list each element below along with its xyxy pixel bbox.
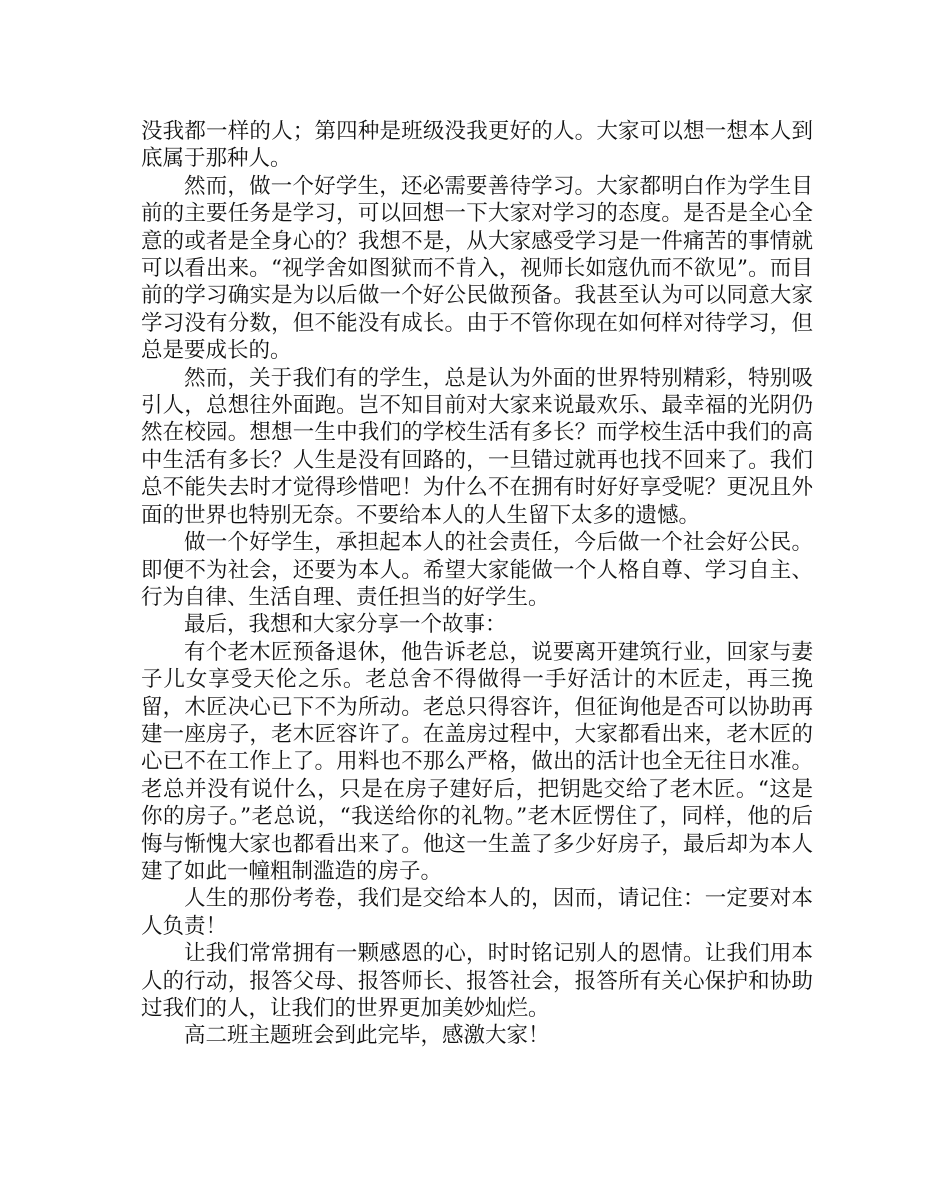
paragraph-6: 有个老木匠预备退休，他告诉老总，说要离开建筑行业，回家与妻子儿女享受天伦之乐。老总舍不得做得一手好活计的木匠走，再三挽留，木匠决心已下不为所动。老总只得容许，但征询他是否可以协助再建一座房子，老木匠容许了。在盖房过程中，大家都看出来，老木匠的心已不在工作上了。用料也不那么严格，做出的活计也全无往日水准。老总并没有说什么，只是在房子建好后，把钥匙交给了老木匠。“这是你的房子。”老总说，“我送给你的礼物。”老木匠愣住了，同样，他的后悔与惭愧大家也都看出来了。他这一生盖了多少好房子，最后却为本人建了如此一幢粗制滥造的房子。 xyxy=(141,639,813,884)
paragraph-8: 让我们常常拥有一颗感恩的心，时时铭记别人的恩情。让我们用本人的行动，报答父母、报答师长、报答社会，报答所有关心保护和协助过我们的人，让我们的世界更加美妙灿烂。 xyxy=(141,941,813,1021)
paragraph-5: 最后，我想和大家分享一个故事： xyxy=(184,612,507,638)
paragraph-4: 做一个好学生，承担起本人的社会责任，今后做一个社会好公民。即便不为社会，还要为本人。希望大家能做一个人格自尊、学习自主、行为自律、生活自理、责任担当的好学生。 xyxy=(141,530,813,610)
paragraph-3: 然而，关于我们有的学生，总是认为外面的世界特别精彩，特别吸引人，总想往外面跑。岂不知目前对大家来说最欢乐、最幸福的光阴仍然在校园。想想一生中我们的学校生活有多长？而学校生活中我们的高中生活有多长？人生是没有回路的，一旦错过就再也找不回来了。我们总不能失去时才觉得珍惜吧！为什么不在拥有时好好享受呢？更况且外面的世界也特别无奈。不要给本人的人生留下太多的遗憾。 xyxy=(141,365,813,528)
paragraph-2: 然而，做一个好学生，还必需要善待学习。大家都明白作为学生目前的主要任务是学习，可以回想一下大家对学习的态度。是否是全心全意的或者是全身心的？我想不是，从大家感受学习是一件痛苦的事情就可以看出来。“视学舍如图狱而不肯入，视师长如寇仇而不欲见”。而目前的学习确实是为以后做一个好公民做预备。我甚至认为可以同意大家学习没有分数，但不能没有成长。由于不管你现在如何样对待学习，但总是要成长的。 xyxy=(141,173,813,364)
paragraph-7: 人生的那份考卷，我们是交给本人的，因而，请记住：一定要对本人负责！ xyxy=(141,886,813,939)
document-body xyxy=(141,118,813,1050)
paragraph-1: 没我都一样的人；第四种是班级没我更好的人。大家可以想一想本人到底属于那种人。 xyxy=(141,119,813,172)
paragraph-9: 高二班主题班会到此完毕，感激大家！ xyxy=(184,1023,550,1049)
